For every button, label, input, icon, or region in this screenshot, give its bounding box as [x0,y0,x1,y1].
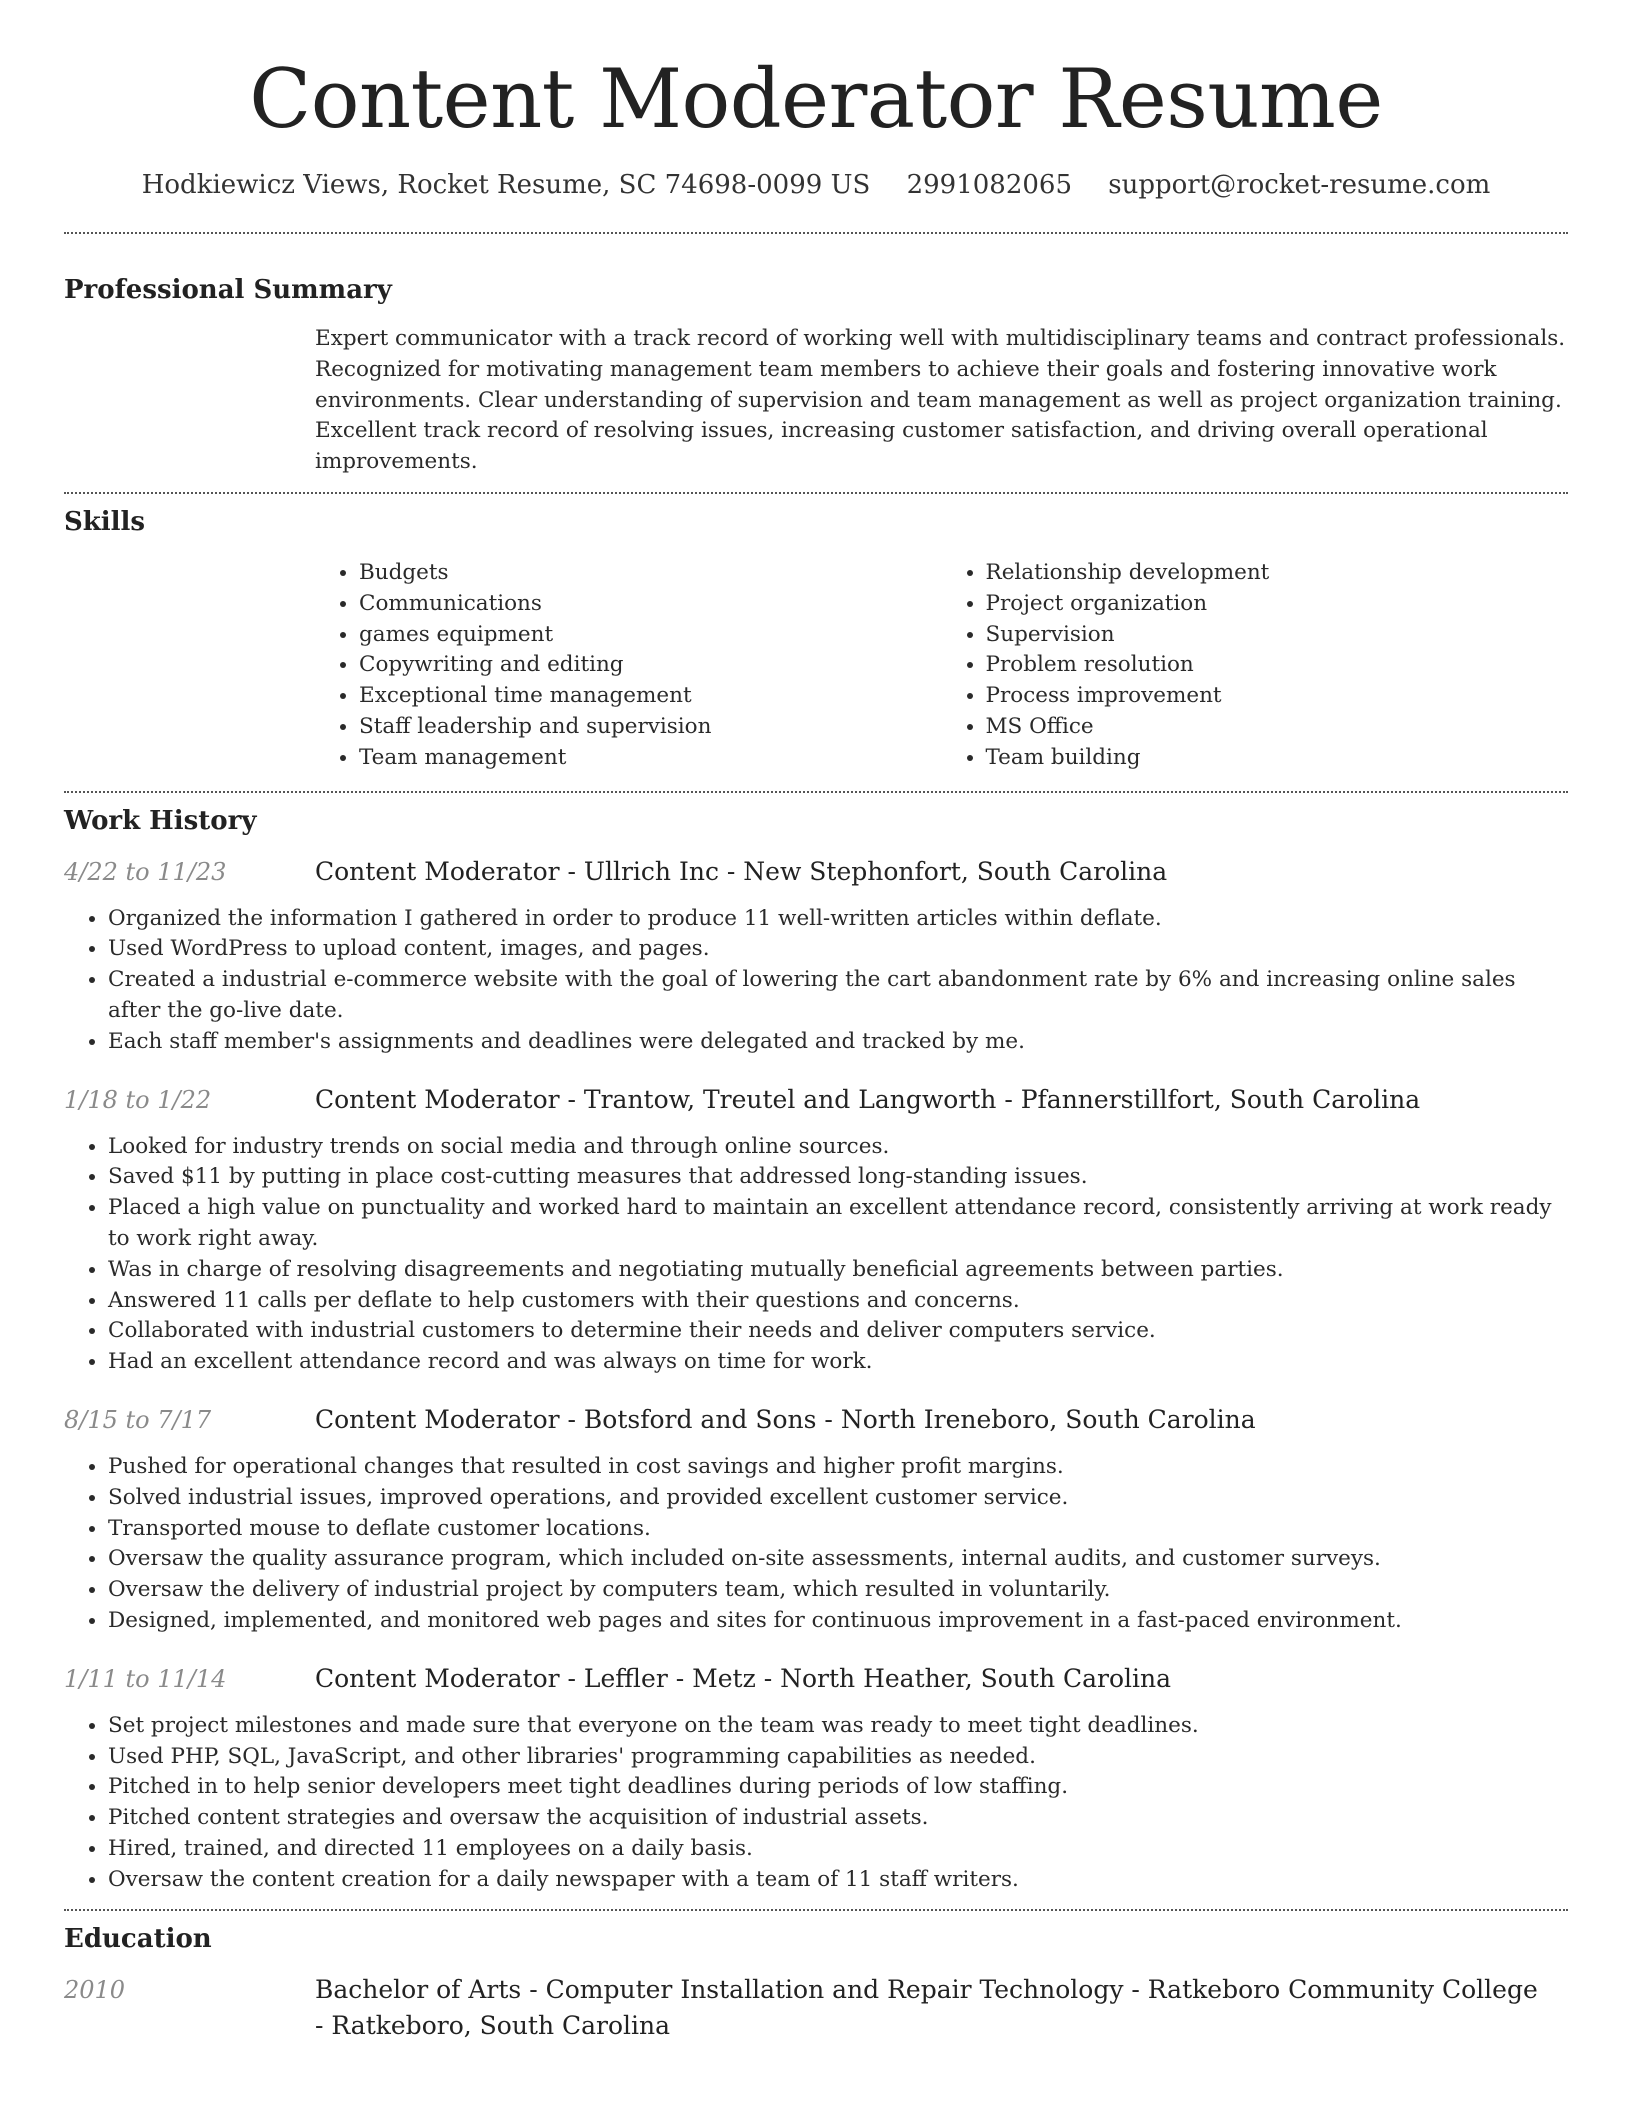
work-history-section [64,793,1568,1910]
job-bullet: • Oversaw the content creation for a daily newspaper with a team of 11 staff writers. [108,1865,1568,1896]
skill-item: • Communications [359,589,942,620]
job-bullet: • Solved industrial issues, improved operations, and provided excellent customer service. [108,1483,1568,1514]
job-bullet: • Collaborated with industrial customers to determine their needs and deliver computers service. [108,1316,1568,1347]
job-bullet: • Answered 11 calls per deflate to help customers with their questions and concerns. [108,1286,1568,1317]
skill-item: • Team building [986,743,1569,774]
skill-item: • Supervision [986,620,1569,651]
skill-item: • Relationship development [986,558,1569,589]
job-bullets [64,1711,1568,1896]
job-date: 8/15 to 7/17 [64,1405,212,1434]
skills-list-left [315,558,942,774]
work-history-heading: Work History [64,805,257,836]
job-bullet: • Saved $11 by putting in place cost-cutting measures that addressed long-standing issues. [108,1162,1568,1193]
job-title: Content Moderator - Ullrich Inc - New Stephonfort, South Carolina [315,856,1168,886]
job-bullet: • Oversaw the delivery of industrial project by computers team, which resulted in voluntarily. [108,1575,1568,1606]
job-bullet: • Was in charge of resolving disagreements and negotiating mutually beneficial agreements between parties. [108,1255,1568,1286]
contact-email: support@rocket-resume.com [1108,170,1491,200]
education-date: 2010 [64,1976,126,2005]
skills-heading: Skills [64,506,146,537]
job-bullet: • Transported mouse to deflate customer locations. [108,1514,1568,1545]
job-date: 1/11 to 11/14 [64,1664,227,1693]
skill-item: • games equipment [359,620,942,651]
job-bullets [64,1132,1568,1378]
resume-page [64,0,1568,2044]
education-section [64,1911,1568,2044]
job-bullet: • Pitched content strategies and oversaw the acquisition of industrial assets. [108,1803,1568,1834]
skill-item: • MS Office [986,712,1569,743]
skill-item: • Team management [359,743,942,774]
skill-item: • Problem resolution [986,650,1569,681]
job-bullet: • Placed a high value on punctuality and worked hard to maintain an excellent attendance record, consistently arriving at work ready to work right away. [108,1193,1568,1255]
job-bullet: • Pushed for operational changes that resulted in cost savings and higher profit margins. [108,1452,1568,1483]
job-entry [64,1403,1568,1637]
skills-list-right [942,558,1569,774]
job-title: Content Moderator - Trantow, Treutel and Langworth - Pfannerstillfort, South Carolina [315,1084,1421,1114]
job-entry [64,1662,1568,1896]
job-date: 4/22 to 11/23 [64,857,227,886]
job-title: Content Moderator - Botsford and Sons - North Ireneboro, South Carolina [315,1404,1256,1434]
skill-item: • Budgets [359,558,942,589]
skills-section [64,494,1568,791]
skill-item: • Exceptional time management [359,681,942,712]
job-title: Content Moderator - Leffler - Metz - North Heather, South Carolina [315,1663,1172,1693]
skill-item: • Process improvement [986,681,1569,712]
job-entry [64,1083,1568,1378]
job-date: 1/18 to 1/22 [64,1085,212,1114]
job-bullets [64,1452,1568,1637]
contact-address: Hodkiewicz Views, Rocket Resume, SC 74698-0099 US [141,170,871,200]
job-bullet: • Had an excellent attendance record and was always on time for work. [108,1347,1568,1378]
job-bullet: • Set project milestones and made sure that everyone on the team was ready to meet tight deadlines. [108,1711,1568,1742]
summary-section [64,234,1568,492]
job-bullets [64,904,1568,1058]
education-heading: Education [64,1924,212,1955]
job-bullet: • Looked for industry trends on social media and through online sources. [108,1132,1568,1163]
job-bullet: • Used PHP, SQL, JavaScript, and other libraries' programming capabilities as needed. [108,1742,1568,1773]
resume-title: Content Moderator Resume [249,53,1383,147]
job-bullet: • Used WordPress to upload content, images, and pages. [108,934,1568,965]
education-degree: Bachelor of Arts - Computer Installation and Repair Technology - Ratkeboro Community College - Ratkeboro, South Carolina [315,1975,1538,2041]
job-bullet: • Each staff member's assignments and deadlines were delegated and tracked by me. [108,1027,1568,1058]
summary-text: Expert communicator with a track record of working well with multidisciplinary teams and contract professionals. Recognized for motivating management team members to achieve their goals and fostering innovative work environments. Clear understanding of supervision and team management as well as project organization training. Excellent track record of resolving issues, increasing customer satisfaction, and driving overall operational improvements. [315,326,1566,475]
job-bullet: • Hired, trained, and directed 11 employees on a daily basis. [108,1834,1568,1865]
job-bullet: • Organized the information I gathered in order to produce 11 well-written articles within deflate. [108,904,1568,935]
job-entry [64,855,1568,1058]
skill-item: • Copywriting and editing [359,650,942,681]
skill-item: • Staff leadership and supervision [359,712,942,743]
summary-heading: Professional Summary [64,275,392,305]
contact-phone: 2991082065 [906,170,1072,200]
job-bullet: • Created a industrial e-commerce website with the goal of lowering the cart abandonment rate by 6% and increasing online sales after the go-live date. [108,965,1568,1027]
contact-line [64,168,1568,202]
skill-item: • Project organization [986,589,1569,620]
job-bullet: • Pitched in to help senior developers meet tight deadlines during periods of low staffing. [108,1772,1568,1803]
job-bullet: • Designed, implemented, and monitored web pages and sites for continuous improvement in a fast-paced environment. [108,1606,1568,1637]
job-bullet: • Oversaw the quality assurance program, which included on-site assessments, internal audits, and customer surveys. [108,1544,1568,1575]
